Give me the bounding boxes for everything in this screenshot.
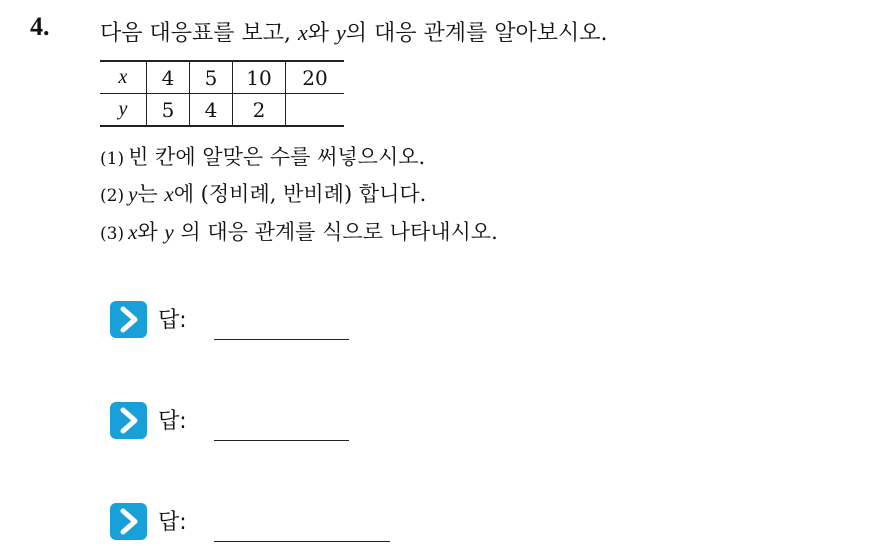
- variable-y: y: [128, 182, 138, 206]
- chevron-right-icon: [110, 503, 147, 540]
- table-cell-blank[interactable]: [286, 94, 345, 127]
- subquestion-text: 에 (정비례, 반비례) 합니다.: [173, 182, 427, 206]
- variable-x: x: [164, 182, 174, 206]
- subquestion-number: (3): [100, 224, 125, 244]
- answer-blank-line[interactable]: [214, 440, 349, 441]
- correspondence-table: [100, 60, 344, 127]
- question-text: [100, 16, 608, 47]
- chevron-right-icon: [110, 402, 147, 439]
- subquestion-3: [100, 216, 498, 246]
- subquestion-2: [100, 178, 426, 208]
- answer-label: 답:: [158, 510, 187, 535]
- answer-blank-line[interactable]: [214, 541, 390, 542]
- answer-label: 답:: [158, 308, 187, 333]
- variable-y: y: [164, 220, 174, 244]
- table-cell: 5: [147, 94, 190, 127]
- question-text-part3: 의 대응 관계를 알아보시오.: [345, 21, 608, 46]
- table-cell: 20: [286, 61, 345, 94]
- question-text-part1: 다음 대응표를 보고,: [100, 21, 298, 46]
- table-header-x: x: [100, 61, 147, 94]
- answer-label: 답:: [158, 409, 187, 434]
- subquestion-text: 의 대응 관계를 식으로 나타내시오.: [173, 220, 498, 244]
- table-cell: 5: [190, 61, 233, 94]
- variable-x: x: [298, 20, 308, 45]
- subquestion-number: (2): [100, 186, 125, 206]
- variable-y: y: [336, 20, 346, 45]
- table-cell: 4: [190, 94, 233, 127]
- subquestion-text: 빈 칸에 알맞은 수를 써넣으시오.: [128, 145, 426, 169]
- table-row-x: [100, 61, 344, 94]
- table-cell: 10: [233, 61, 286, 94]
- subquestion-text: 는: [137, 182, 165, 206]
- table-cell: 2: [233, 94, 286, 127]
- table-header-y: y: [100, 94, 147, 127]
- variable-x: x: [128, 220, 138, 244]
- subquestion-number: (1): [100, 149, 125, 169]
- question-text-part2: 와: [307, 21, 337, 46]
- chevron-right-icon: [110, 301, 147, 338]
- table-cell: 4: [147, 61, 190, 94]
- subquestion-text: 와: [137, 220, 165, 244]
- answer-blank-line[interactable]: [214, 339, 349, 340]
- subquestion-1: [100, 141, 425, 171]
- table-row-y: [100, 94, 344, 127]
- question-number: 4.: [30, 12, 50, 41]
